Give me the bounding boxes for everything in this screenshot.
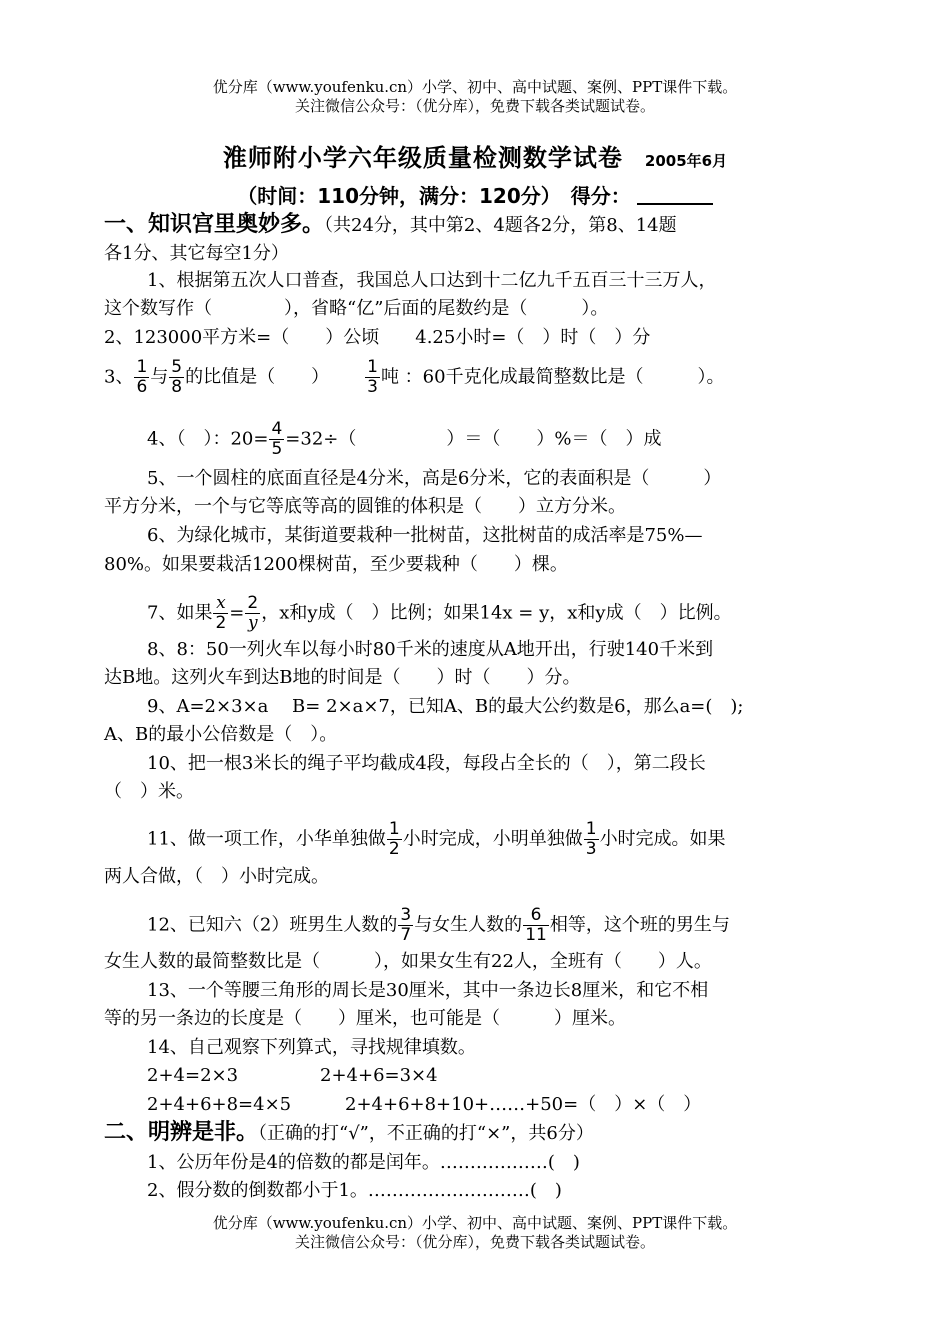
q5-line-b: 平方分米，一个与它等底等高的圆锥的体积是（ ）立方分米。 bbox=[104, 496, 626, 517]
q10-line-b: （ ）米。 bbox=[104, 781, 194, 802]
q3-f1-numerator: 1 bbox=[136, 357, 148, 377]
header-line-1: 优分库（www.youfenku.cn）小学、初中、高中试题、案例、PPT课件下载。 bbox=[212, 78, 738, 96]
section2-note: （正确的打“√”，不正确的打“×”，共6分） bbox=[258, 1123, 594, 1144]
q3-f2-numerator: 5 bbox=[171, 357, 183, 377]
q7-suffix: ，x和y成（ ）比例；如果14x = y，x和y成（ ）比例。 bbox=[261, 602, 732, 624]
q4-prefix: 4、（ ）：20= bbox=[147, 428, 269, 450]
q7-f2-denominator: y bbox=[247, 613, 258, 633]
q2-line: 2、123000平方米=（ ）公顷 4.25小时=（ ）时（ ）分 bbox=[104, 327, 651, 348]
exam-info bbox=[0, 180, 950, 209]
q3-f3-numerator: 1 bbox=[367, 357, 378, 377]
q4-numerator: 4 bbox=[271, 419, 283, 439]
q6-line-b: 80%。如果要栽活1200棵树苗，至少要栽种（ ）棵。 bbox=[104, 554, 568, 575]
footer-line-2: 关注微信公众号：（优分库），免费下载各类试题试卷。 bbox=[294, 1233, 655, 1251]
q1-line-a: 1、根据第五次人口普查，我国总人口达到十二亿九千五百三十三万人， bbox=[147, 270, 717, 291]
q12-line-b: 女生人数的最简整数比是（ ），如果女生有22人，全班有（ ）人。 bbox=[104, 951, 712, 972]
q3-f1-denominator: 6 bbox=[136, 377, 148, 397]
q11-f1-denominator: 2 bbox=[388, 839, 400, 859]
q12-f2-numerator: 6 bbox=[523, 906, 549, 926]
q11-prefix: 11、做一项工作，小华单独做 bbox=[147, 828, 386, 850]
q11-fraction-2 bbox=[584, 820, 599, 859]
q3-f3-denominator: 3 bbox=[367, 377, 378, 397]
q12-line-a bbox=[147, 906, 846, 945]
q3-mid-1: 与 bbox=[150, 366, 169, 388]
q14-line-a: 14、自己观察下列算式，寻找规律填数。 bbox=[147, 1037, 476, 1058]
q8-line-a: 8、8：50一列火车以每小时80千米的速度从A地开出，行驶140千米到 bbox=[147, 639, 714, 660]
q4-fraction bbox=[269, 420, 284, 459]
title-row bbox=[0, 138, 950, 173]
q13-line-a: 13、一个等腰三角形的周长是30厘米，其中一条边长8厘米，和它不相 bbox=[147, 980, 709, 1001]
q9-line-a: 9、A=2×3×a B= 2×a×7，已知A、B的最大公约数是6，那么a=( ); bbox=[147, 696, 744, 717]
q11-f2-denominator: 3 bbox=[585, 839, 597, 859]
q6-line-a: 6、为绿化城市，某街道要栽种一批树苗，这批树苗的成活率是75%— bbox=[147, 525, 703, 546]
q3-f2-denominator: 8 bbox=[171, 377, 183, 397]
q7-equals: = bbox=[229, 602, 245, 624]
section2-header bbox=[104, 1120, 846, 1147]
q7-fraction-1 bbox=[213, 594, 228, 633]
q8-line-b: 达B地。这列火车到达B地的时间是（ ）时（ ）分。 bbox=[104, 667, 581, 688]
q7-f2-numerator: 2 bbox=[247, 593, 259, 613]
q13-line-b: 等的另一条边的长度是（ ）厘米，也可能是（ ）厘米。 bbox=[104, 1008, 626, 1029]
q14-expr-3: 2+4+6+8=4×5 bbox=[147, 1094, 292, 1115]
q7-prefix: 7、如果 bbox=[147, 602, 213, 624]
q11-line-b: 两人合做，（ ）小时完成。 bbox=[104, 866, 329, 887]
q4-denominator: 5 bbox=[271, 439, 283, 459]
q3-line bbox=[104, 358, 846, 397]
q11-line-a bbox=[147, 820, 846, 859]
q3-prefix: 3、 bbox=[104, 366, 134, 388]
footer-line-1: 优分库（www.youfenku.cn）小学、初中、高中试题、案例、PPT课件下载。 bbox=[212, 1214, 738, 1232]
q4-suffix: =32÷（ ）＝（ ）%＝（ ）成 bbox=[285, 428, 662, 450]
q12-prefix: 12、已知六（2）班男生人数的 bbox=[147, 914, 398, 936]
q14-expr-1: 2+4=2×3 bbox=[147, 1065, 239, 1086]
section1-header bbox=[104, 212, 846, 239]
q4-line bbox=[147, 420, 846, 459]
q7-line bbox=[147, 594, 846, 633]
q1-line-b: 这个数写作（ ），省略“亿”后面的尾数约是（ ）。 bbox=[104, 298, 609, 319]
q14-row-1 bbox=[147, 1063, 846, 1089]
s2-statement-1: 1、公历年份是4的倍数的都是闰年。………………( ) bbox=[147, 1152, 580, 1173]
exam-title: 淮师附小学六年级质量检测数学试卷 bbox=[222, 144, 623, 172]
section1-note-a: （共24分，其中第2、4题各2分，第8、14题 bbox=[324, 215, 677, 236]
section1-note-b: 各1分、其它每空1分） bbox=[104, 243, 289, 264]
q12-f1-numerator: 3 bbox=[400, 905, 412, 925]
q12-fraction-1 bbox=[398, 906, 413, 945]
q12-mid: 与女生人数的 bbox=[414, 914, 523, 936]
section1-heading: 一、知识宫里奥妙多。 bbox=[104, 212, 325, 237]
exam-date: 2005年6月 bbox=[644, 152, 728, 170]
q10-line-a: 10、把一根3米长的绳子平均截成4段，每段占全长的（ ），第二段长 bbox=[147, 753, 706, 774]
s2-statement-2: 2、假分数的倒数都小于1。………………………( ) bbox=[147, 1180, 562, 1201]
q7-f1-denominator: 2 bbox=[215, 613, 227, 633]
q12-f2-denominator: 11 bbox=[525, 925, 547, 945]
q14-row-2 bbox=[147, 1092, 846, 1118]
q11-fraction-1 bbox=[387, 820, 402, 859]
q9-line-b: A、B的最小公倍数是（ ）。 bbox=[104, 724, 338, 745]
section2-heading: 二、明辨是非。 bbox=[104, 1120, 259, 1145]
q3-fraction-2 bbox=[169, 358, 184, 397]
q12-fraction-2 bbox=[523, 906, 549, 945]
q3-suffix: 吨 ：60千克化成最简整数比是（ ）。 bbox=[380, 366, 725, 388]
score-blank bbox=[637, 185, 713, 205]
q12-suffix: 相等，这个班的男生与 bbox=[549, 914, 730, 936]
q14-expr-4: 2+4+6+8+10+……+50=（ ）×（ ） bbox=[345, 1094, 702, 1115]
q3-fraction-1 bbox=[134, 358, 149, 397]
q7-f1-numerator: x bbox=[213, 594, 228, 614]
q5-line-a: 5、一个圆柱的底面直径是4分米，高是6分米，它的表面积是（ ） bbox=[147, 468, 722, 489]
header-line-2: 关注微信公众号：（优分库），免费下载各类试题试卷。 bbox=[294, 97, 655, 115]
q11-suffix: 小时完成。如果 bbox=[599, 828, 726, 850]
q14-expr-2: 2+4+6=3×4 bbox=[320, 1065, 438, 1086]
q12-f1-denominator: 7 bbox=[400, 925, 412, 945]
q7-fraction-2 bbox=[245, 594, 260, 633]
q11-f2-numerator: 1 bbox=[585, 819, 597, 839]
q3-fraction-3 bbox=[365, 358, 380, 397]
q3-mid-2: 的比值是（ ） bbox=[185, 366, 339, 388]
q11-mid: 小时完成，小明单独做 bbox=[402, 828, 583, 850]
time-score-info: （时间：110分钟，满分：120分） 得分： bbox=[237, 184, 631, 208]
q11-f1-numerator: 1 bbox=[388, 819, 400, 839]
